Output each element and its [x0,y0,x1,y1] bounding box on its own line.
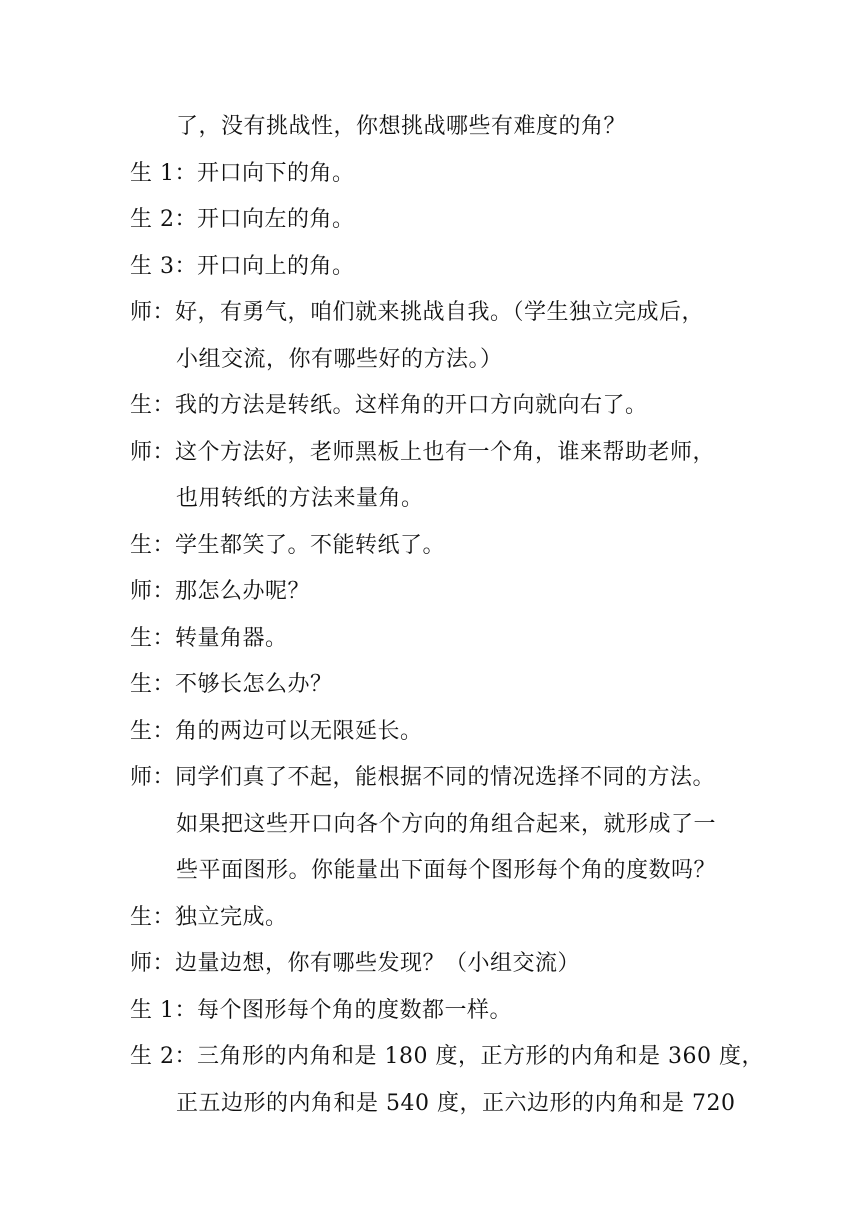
line-text: 开口向左的角。 [197,207,355,232]
speaker-label: 生 3： [130,253,197,279]
speaker-label: 生 1： [130,160,197,186]
speaker-label: 生： [130,532,176,558]
line-text: 好，有勇气，咱们就来挑战自我。（学生独立完成后， [175,300,705,325]
speaker-label: 生 2： [130,1044,197,1069]
dialogue-line-continuation [130,104,750,151]
line-text: 小组交流，你有哪些好的方法。） [176,346,503,372]
dialogue-line-continuation [130,337,750,384]
line-text: 如果把这些开口向各个方向的角组合起来，就形成了一 [176,811,717,837]
line-text: 学生都笑了。不能转纸了。 [175,532,446,558]
dialogue-line [130,244,750,291]
speaker-label: 生： [130,672,176,697]
dialogue-line [130,755,750,802]
speaker-label: 生 1： [130,997,197,1023]
line-text: 角的两边可以无限延长。 [175,718,423,744]
dialogue-line [130,569,750,616]
line-text: 开口向上的角。 [197,253,355,279]
line-text: 三角形的内角和是 180 度，正方形的内角和是 360 度， [197,1044,764,1069]
dialogue-line [130,988,750,1035]
dialogue-line-continuation [130,802,750,849]
line-text: 也用转纸的方法来量角。 [176,486,424,511]
dialogue-line [130,709,750,756]
line-text: 这个方法好，老师黑板上也有一个角，谁来帮助老师， [175,439,716,465]
dialogue-transcript [130,104,764,1127]
line-text: 那怎么办呢？ [175,579,311,604]
dialogue-line [130,662,750,709]
speaker-label: 师： [130,579,176,604]
dialogue-line [130,290,750,337]
speaker-label: 生 2： [130,207,197,232]
speaker-label: 生： [130,393,176,418]
line-text: 转量角器。 [175,625,288,651]
line-text: 每个图形每个角的度数都一样。 [197,997,513,1023]
line-text: 边量边想，你有哪些发现？（小组交流） [175,951,581,976]
dialogue-line [130,151,750,198]
line-text: 同学们真了不起，能根据不同的情况选择不同的方法。 [175,765,716,790]
dialogue-line [130,430,750,477]
dialogue-line-continuation [130,848,750,895]
line-text: 些平面图形。你能量出下面每个图形每个角的度数吗？ [176,858,717,883]
line-text: 不够长怎么办？ [175,672,333,697]
line-text: 开口向下的角。 [197,160,355,186]
speaker-label: 生： [130,718,176,744]
speaker-label: 师： [130,300,176,325]
speaker-label: 师： [130,951,176,976]
line-text: 独立完成。 [175,904,288,930]
line-text: 正五边形的内角和是 540 度，正六边形的内角和是 720 [176,1090,736,1116]
dialogue-line [130,1034,764,1081]
dialogue-line [130,383,750,430]
dialogue-line [130,197,750,244]
dialogue-line-continuation [130,1081,750,1128]
dialogue-line [130,895,750,942]
speaker-label: 生： [130,625,176,651]
dialogue-line [130,941,750,988]
dialogue-line-continuation [130,476,750,523]
line-text: 了，没有挑战性，你想挑战哪些有难度的角？ [176,114,627,139]
speaker-label: 师： [130,439,176,465]
line-text: 我的方法是转纸。这样角的开口方向就向右了。 [175,393,648,418]
dialogue-line [130,523,750,570]
speaker-label: 生： [130,904,176,930]
speaker-label: 师： [130,765,176,790]
dialogue-line [130,616,750,663]
